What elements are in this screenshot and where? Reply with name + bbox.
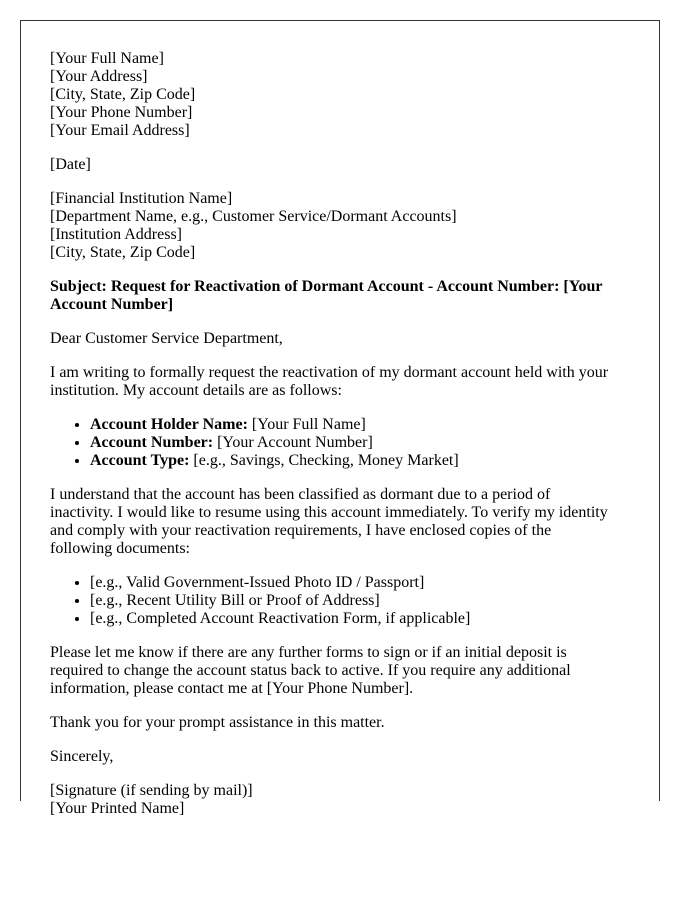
recipient-address-block: [50, 190, 615, 262]
account-detail-item: [90, 434, 615, 452]
sender-email: [Your Email Address]: [50, 122, 190, 139]
thanks-paragraph: Thank you for your prompt assistance in this matter.: [50, 714, 385, 731]
document-item: • [e.g., Valid Government-Issued Photo ID / Passport]: [90, 574, 615, 592]
account-detail-label: Account Number:: [90, 434, 214, 451]
recipient-address: [Institution Address]: [50, 226, 182, 243]
recipient-institution: [Financial Institution Name]: [50, 190, 233, 207]
account-detail-value: [e.g., Savings, Checking, Money Market]: [189, 452, 459, 469]
letter-content: [50, 50, 615, 834]
subject-line: Subject: Request for Reactivation of Dormant Account - Account Number: [Your Account Number]: [50, 278, 603, 313]
printed-name: [Your Printed Name]: [50, 800, 185, 817]
signature-block: [50, 782, 615, 818]
letter-page: [20, 20, 660, 817]
document-item: • [e.g., Recent Utility Bill or Proof of Address]: [90, 592, 615, 610]
sender-address-block: [50, 50, 615, 140]
followup-paragraph: Please let me know if there are any further forms to sign or if an initial deposit is required to change the account status back to active. If you require any additional information, please contact me at [Your Phone Number].: [50, 644, 571, 697]
document-item: • [e.g., Completed Account Reactivation Form, if applicable]: [90, 610, 615, 628]
account-detail-item: [90, 452, 615, 470]
letter-date: [Date]: [50, 156, 91, 173]
body-paragraph: I understand that the account has been classified as dormant due to a period of inactivity. I would like to resume using this account immediately. To verify my identity and comply with your reactivation requirements, I have enclosed copies of the following documents:: [50, 486, 608, 557]
closing: Sincerely,: [50, 748, 114, 765]
sender-city-state-zip: [City, State, Zip Code]: [50, 86, 196, 103]
intro-paragraph: I am writing to formally request the reactivation of my dormant account held with your institution. My account details are as follows:: [50, 364, 609, 399]
recipient-department: [Department Name, e.g., Customer Service/Dormant Accounts]: [50, 208, 457, 225]
documents-list: [50, 574, 615, 628]
signature-line: [Signature (if sending by mail)]: [50, 782, 253, 799]
account-detail-label: Account Type:: [90, 452, 190, 469]
sender-name: [Your Full Name]: [50, 50, 164, 67]
account-detail-label: Account Holder Name:: [90, 416, 248, 433]
salutation: Dear Customer Service Department,: [50, 330, 283, 347]
sender-phone: [Your Phone Number]: [50, 104, 193, 121]
account-detail-value: [Your Full Name]: [247, 416, 366, 433]
sender-address: [Your Address]: [50, 68, 148, 85]
account-detail-item: [90, 416, 615, 434]
recipient-city-state-zip: [City, State, Zip Code]: [50, 244, 196, 261]
account-detail-value: [Your Account Number]: [213, 434, 373, 451]
account-details-list: [50, 416, 615, 470]
